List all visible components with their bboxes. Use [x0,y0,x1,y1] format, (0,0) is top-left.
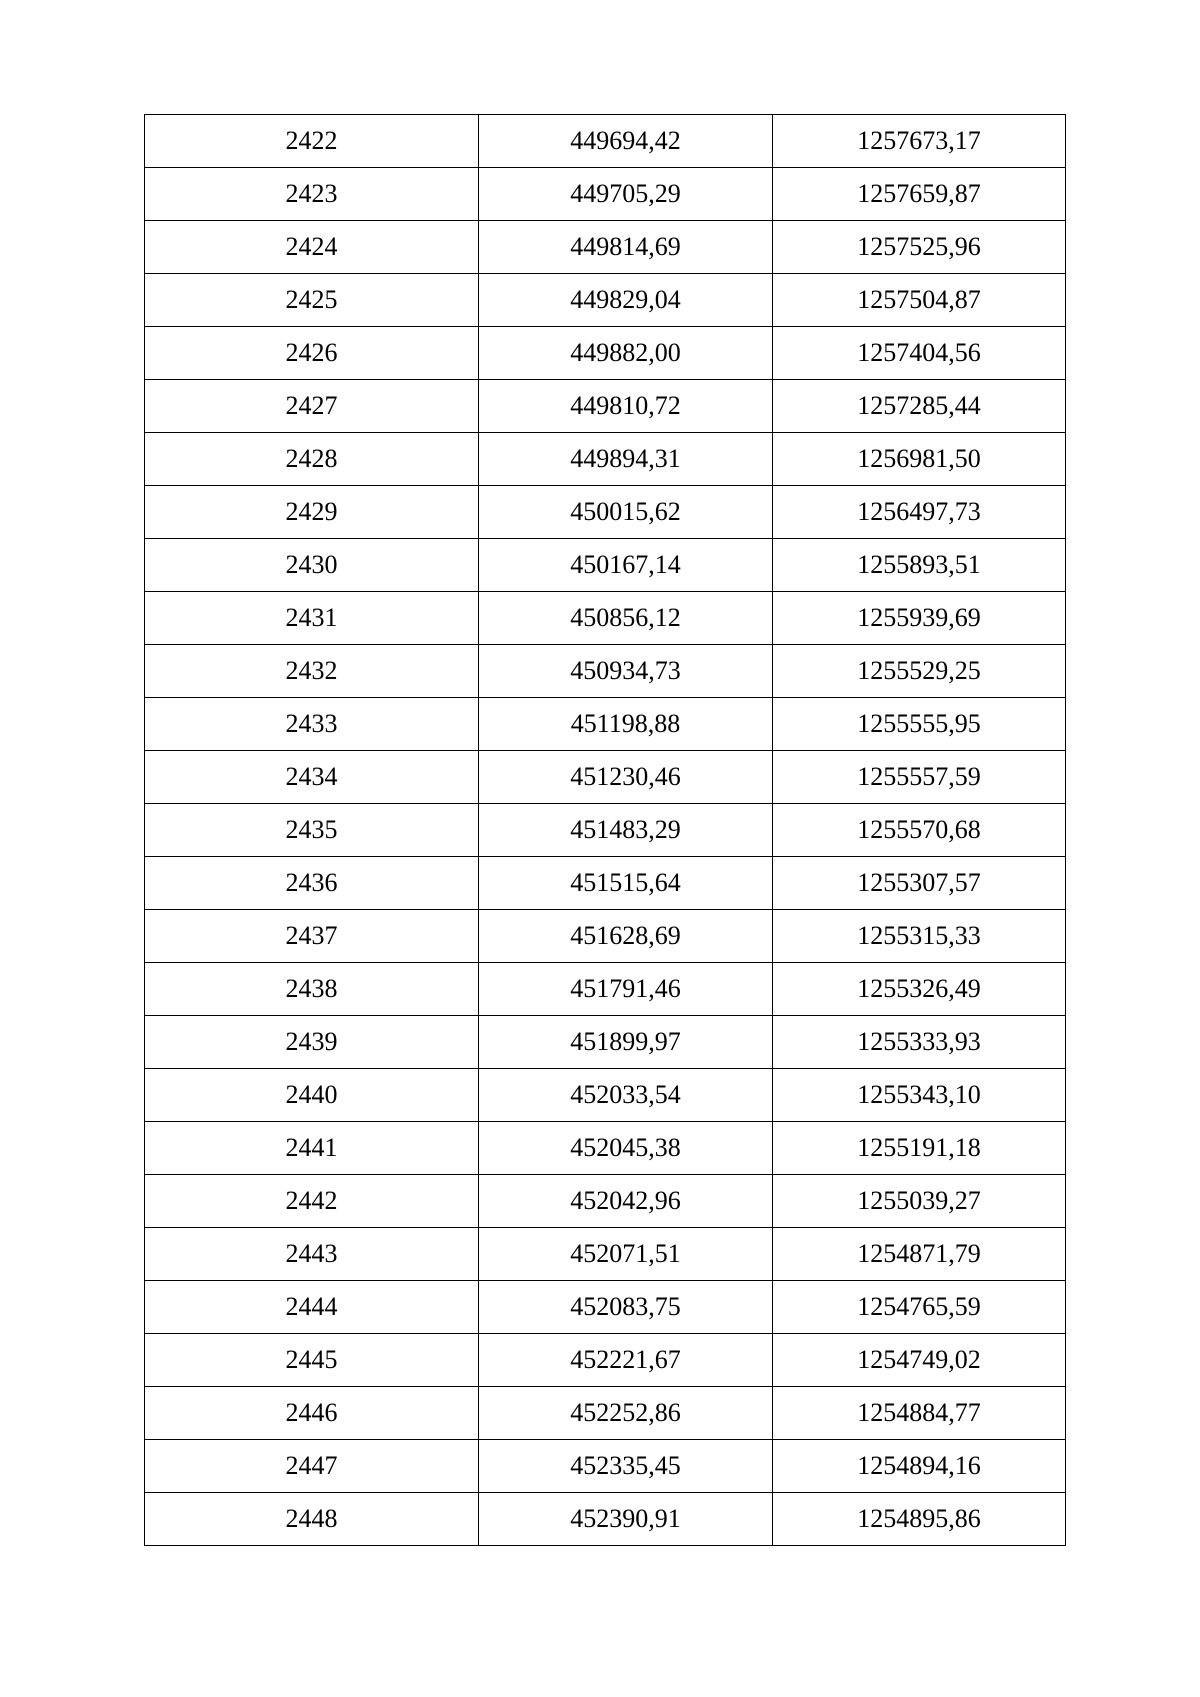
point-number-cell: 2434 [145,751,479,804]
y-coordinate-cell: 1255307,57 [773,857,1066,910]
x-coordinate-cell: 451515,64 [479,857,773,910]
table-row [145,1228,1066,1281]
point-number-cell: 2424 [145,221,479,274]
y-coordinate-cell: 1254871,79 [773,1228,1066,1281]
x-coordinate-cell: 451899,97 [479,1016,773,1069]
x-coordinate-cell: 449894,31 [479,433,773,486]
x-coordinate-cell: 449810,72 [479,380,773,433]
point-number-cell: 2427 [145,380,479,433]
x-coordinate-cell: 450934,73 [479,645,773,698]
point-number-cell: 2430 [145,539,479,592]
y-coordinate-cell: 1255343,10 [773,1069,1066,1122]
y-coordinate-cell: 1255529,25 [773,645,1066,698]
y-coordinate-cell: 1255315,33 [773,910,1066,963]
table-row [145,645,1066,698]
coordinates-table-body [145,115,1066,1546]
x-coordinate-cell: 452033,54 [479,1069,773,1122]
x-coordinate-cell: 449705,29 [479,168,773,221]
x-coordinate-cell: 452071,51 [479,1228,773,1281]
point-number-cell: 2445 [145,1334,479,1387]
table-row [145,1175,1066,1228]
table-row [145,274,1066,327]
table-row [145,1069,1066,1122]
table-row [145,327,1066,380]
y-coordinate-cell: 1256497,73 [773,486,1066,539]
table-row [145,1281,1066,1334]
point-number-cell: 2448 [145,1493,479,1546]
y-coordinate-cell: 1257504,87 [773,274,1066,327]
y-coordinate-cell: 1255555,95 [773,698,1066,751]
y-coordinate-cell: 1254749,02 [773,1334,1066,1387]
point-number-cell: 2447 [145,1440,479,1493]
table-row [145,592,1066,645]
table-row [145,539,1066,592]
x-coordinate-cell: 452252,86 [479,1387,773,1440]
point-number-cell: 2433 [145,698,479,751]
x-coordinate-cell: 449694,42 [479,115,773,168]
point-number-cell: 2431 [145,592,479,645]
table-row [145,433,1066,486]
y-coordinate-cell: 1254884,77 [773,1387,1066,1440]
table-row [145,1440,1066,1493]
table-row [145,1387,1066,1440]
point-number-cell: 2428 [145,433,479,486]
x-coordinate-cell: 452042,96 [479,1175,773,1228]
table-row [145,380,1066,433]
x-coordinate-cell: 450856,12 [479,592,773,645]
table-row [145,486,1066,539]
y-coordinate-cell: 1254765,59 [773,1281,1066,1334]
x-coordinate-cell: 452390,91 [479,1493,773,1546]
table-row [145,168,1066,221]
point-number-cell: 2422 [145,115,479,168]
y-coordinate-cell: 1257285,44 [773,380,1066,433]
point-number-cell: 2444 [145,1281,479,1334]
point-number-cell: 2432 [145,645,479,698]
y-coordinate-cell: 1257659,87 [773,168,1066,221]
x-coordinate-cell: 451198,88 [479,698,773,751]
y-coordinate-cell: 1255939,69 [773,592,1066,645]
coordinates-table [144,114,1066,1546]
table-row [145,1334,1066,1387]
y-coordinate-cell: 1257404,56 [773,327,1066,380]
y-coordinate-cell: 1255893,51 [773,539,1066,592]
x-coordinate-cell: 452083,75 [479,1281,773,1334]
table-row [145,857,1066,910]
point-number-cell: 2438 [145,963,479,1016]
point-number-cell: 2437 [145,910,479,963]
x-coordinate-cell: 449814,69 [479,221,773,274]
x-coordinate-cell: 451230,46 [479,751,773,804]
point-number-cell: 2440 [145,1069,479,1122]
table-row [145,1493,1066,1546]
point-number-cell: 2446 [145,1387,479,1440]
point-number-cell: 2442 [145,1175,479,1228]
point-number-cell: 2429 [145,486,479,539]
y-coordinate-cell: 1255326,49 [773,963,1066,1016]
table-row [145,221,1066,274]
x-coordinate-cell: 451628,69 [479,910,773,963]
table-row [145,1122,1066,1175]
point-number-cell: 2423 [145,168,479,221]
y-coordinate-cell: 1255557,59 [773,751,1066,804]
point-number-cell: 2426 [145,327,479,380]
point-number-cell: 2441 [145,1122,479,1175]
table-row [145,963,1066,1016]
y-coordinate-cell: 1255570,68 [773,804,1066,857]
y-coordinate-cell: 1256981,50 [773,433,1066,486]
point-number-cell: 2443 [145,1228,479,1281]
point-number-cell: 2425 [145,274,479,327]
table-row [145,115,1066,168]
x-coordinate-cell: 452335,45 [479,1440,773,1493]
table-row [145,804,1066,857]
x-coordinate-cell: 452221,67 [479,1334,773,1387]
table-row [145,698,1066,751]
table-row [145,910,1066,963]
x-coordinate-cell: 451791,46 [479,963,773,1016]
x-coordinate-cell: 450015,62 [479,486,773,539]
y-coordinate-cell: 1255039,27 [773,1175,1066,1228]
y-coordinate-cell: 1257673,17 [773,115,1066,168]
table-row [145,1016,1066,1069]
y-coordinate-cell: 1254895,86 [773,1493,1066,1546]
y-coordinate-cell: 1257525,96 [773,221,1066,274]
table-row [145,751,1066,804]
y-coordinate-cell: 1255333,93 [773,1016,1066,1069]
y-coordinate-cell: 1254894,16 [773,1440,1066,1493]
point-number-cell: 2439 [145,1016,479,1069]
x-coordinate-cell: 451483,29 [479,804,773,857]
x-coordinate-cell: 449829,04 [479,274,773,327]
point-number-cell: 2436 [145,857,479,910]
x-coordinate-cell: 450167,14 [479,539,773,592]
x-coordinate-cell: 452045,38 [479,1122,773,1175]
point-number-cell: 2435 [145,804,479,857]
y-coordinate-cell: 1255191,18 [773,1122,1066,1175]
x-coordinate-cell: 449882,00 [479,327,773,380]
